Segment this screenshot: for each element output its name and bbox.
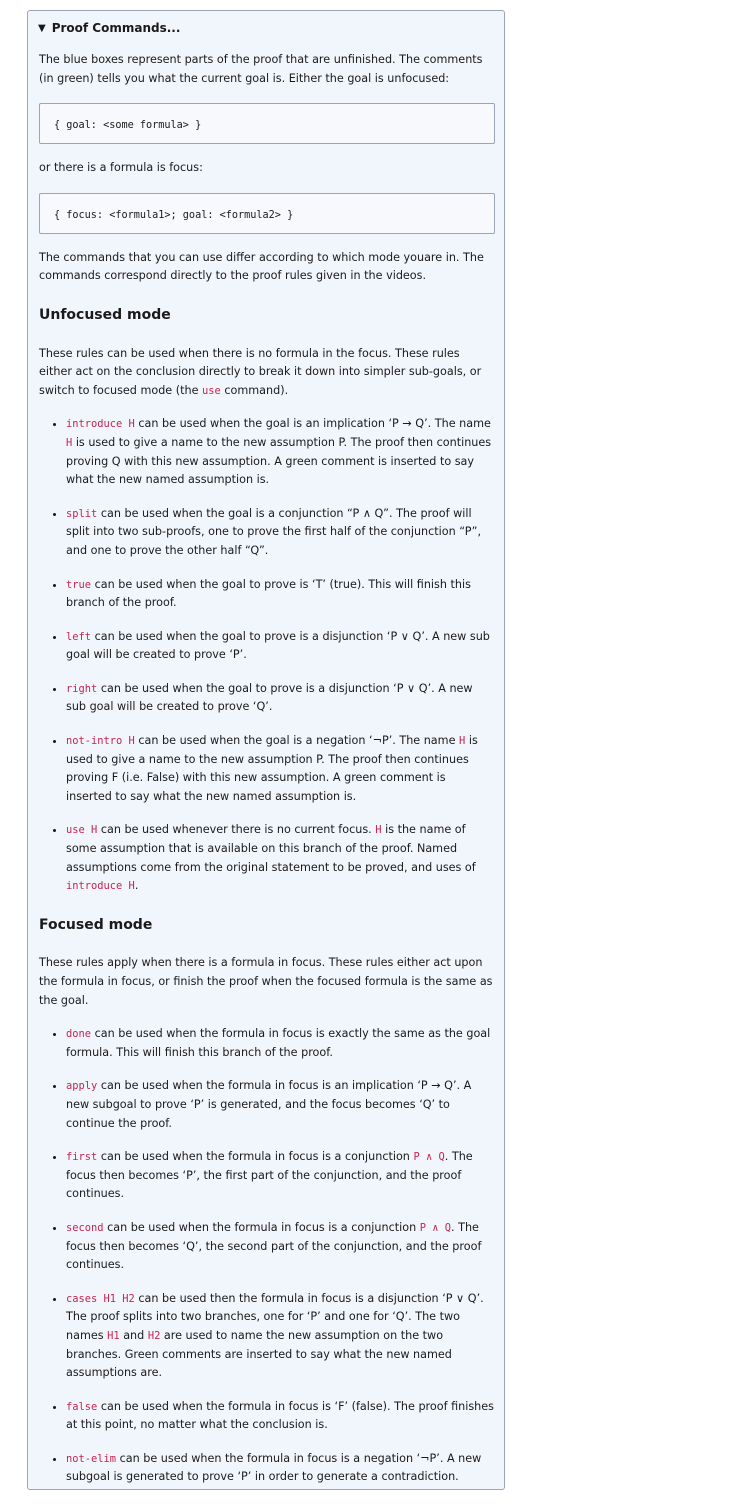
rule-not-intro <box>66 732 495 806</box>
intro-paragraph-2: or there is a formula is focus: <box>39 161 203 175</box>
rule-description-text: can be used when the goal is a conjunction “P ∧ Q”. The proof will split into two sub-proofs, one to prove the first half of the conjunction “P”, and one to prove the other half “Q”. <box>66 506 482 557</box>
inline-code: done <box>66 1028 92 1041</box>
rule-description-text: can be used then the formula in focus is a disjunction ‘P ∨ Q’. The proof splits into two branches, one for ‘P’ and one for ‘Q’. The two names <box>66 1291 484 1342</box>
inline-code: introduce H <box>66 418 135 431</box>
intro-paragraph-3: The commands that you can use differ according to which mode youare in. The commands correspond directly to the proof rules given in the videos. <box>39 250 484 283</box>
rule-description-text: can be used when the formula in focus is an implication ‘P → Q’. A new subgoal to prove ‘P’ is generated, and the focus becomes ‘Q’ to continue the proof. <box>66 1079 472 1130</box>
focused-rules-list <box>39 1025 495 1487</box>
rule-description-text: can be used when the goal to prove is ‘T’ (true). This will finish this branch of the proof. <box>66 577 471 610</box>
rule-split <box>66 505 495 561</box>
disclosure-triangle-icon[interactable]: ▼ <box>38 22 46 34</box>
inline-code: H2 <box>147 1329 161 1342</box>
inline-code: P ∧ Q <box>419 1221 452 1234</box>
rule-cases <box>66 1290 495 1383</box>
rule-description-text: can be used whenever there is no current focus. <box>97 823 376 837</box>
proof-commands-summary[interactable] <box>38 21 180 35</box>
rule-description-text: can be used when the formula in focus is exactly the same as the goal formula. This will finish this branch of the proof. <box>66 1027 491 1059</box>
rule-description-text: are used to name the new assumption on the two branches. Green comments are inserted to say what the new named assumptions are. <box>66 1328 452 1380</box>
rule-description-text: can be used when the goal to prove is a disjunction ‘P ∨ Q’. A new sub goal will be created to prove ‘Q’. <box>66 681 473 714</box>
paragraph-text: These rules can be used when there is no formula in the focus. These rules either act on the conclusion directly to break it down into simpler sub-goals, or switch to focused mode (the <box>39 346 482 397</box>
rule-description-text: is used to give a name to the new assumption P. The proof then continues proving F (i.e. False) with this new assumption. A green comment is inserted to say what the new named assumption is. <box>66 734 478 803</box>
inline-code: cases H1 H2 <box>66 1292 135 1305</box>
rule-description-text: can be used when the goal to prove is a disjunction ‘P ∨ Q’. A new sub goal will be created to prove ‘P’. <box>66 629 490 662</box>
unfocused-rules-list <box>39 415 495 895</box>
rule-description-text: is the name of some assumption that is available on this branch of the proof. Named assumptions come from the original statement to be proved, and uses of <box>66 823 476 874</box>
inline-code: introduce H <box>66 880 135 893</box>
rule-description-text: can be used when the formula in focus is a conjunction <box>97 1150 414 1164</box>
goal-code-block: { goal: <some formula> } <box>39 103 495 144</box>
rule-second <box>66 1219 495 1275</box>
inline-code: H1 <box>107 1329 120 1342</box>
summary-title[interactable]: Proof Commands... <box>51 21 181 35</box>
rule-use <box>66 821 495 895</box>
inline-code: use H <box>66 824 98 837</box>
paragraph-text: command). <box>220 383 289 397</box>
rule-right <box>66 680 495 717</box>
focus-code-block: { focus: <formula1>; goal: <formula2> } <box>39 193 495 234</box>
unfocused-mode-heading: Unfocused mode <box>39 306 171 323</box>
inline-code: first <box>66 1151 98 1164</box>
rule-apply <box>66 1077 495 1133</box>
rule-description-text: can be used when the formula in focus is a negation ‘¬P’. A new subgoal is generated to prove ‘P’ in order to generate a contradiction. <box>66 1451 482 1484</box>
inline-code: second <box>66 1221 104 1234</box>
rule-description-text: can be used when the goal is an implication ‘P → Q’. The name <box>134 417 491 431</box>
rule-description-text: . <box>134 879 139 893</box>
inline-code: use <box>202 384 221 397</box>
inline-code: P ∧ Q <box>413 1151 445 1164</box>
inline-code: H <box>375 824 382 837</box>
rule-description-text: . The focus then becomes ‘Q’, the second part of the conjunction, and the proof continues. <box>66 1220 482 1272</box>
inline-code: not-elim <box>66 1452 117 1465</box>
rule-description-text: can be used when the goal is a negation ‘¬P’. The name <box>134 734 460 748</box>
inline-code: true <box>66 578 92 591</box>
inline-code: H <box>66 436 73 449</box>
rule-done <box>66 1025 495 1062</box>
rule-description-text: can be used when the formula in focus is ‘F’ (false). The proof finishes at this point, no matter what the conclusion is. <box>66 1399 494 1432</box>
rule-left <box>66 628 495 665</box>
intro-paragraph-1: The blue boxes represent parts of the proof that are unfinished. The comments (in green) tells you what the current goal is. Either the goal is unfocused: <box>39 53 483 85</box>
inline-code: apply <box>66 1080 98 1093</box>
rule-true <box>66 576 495 613</box>
inline-code: right <box>66 682 98 695</box>
inline-code: split <box>66 507 98 520</box>
proof-commands-panel <box>27 10 505 1490</box>
rule-description-text: is used to give a name to the new assumption P. The proof then continues proving Q with this new assumption. A green comment is inserted to say what the new named assumption is. <box>66 435 492 487</box>
rule-not-elim <box>66 1450 495 1487</box>
rule-description-text: can be used when the formula in focus is a conjunction <box>103 1220 420 1234</box>
inline-code: false <box>66 1400 98 1413</box>
proof-commands-content <box>39 51 495 1502</box>
inline-code: left <box>66 630 92 643</box>
rule-first <box>66 1148 495 1204</box>
rule-description-text: . The focus then becomes ‘P’, the first part of the conjunction, and the proof continues. <box>66 1150 473 1201</box>
rule-introduce <box>66 415 495 489</box>
focused-intro: These rules apply when there is a formula in focus. These rules either act upon the formula in focus, or finish the proof when the focused formula is the same as the goal. <box>39 956 493 1007</box>
inline-code: not-intro H <box>66 735 135 748</box>
rule-description-text: and <box>119 1328 148 1342</box>
inline-code: H <box>459 735 466 748</box>
rule-false <box>66 1398 495 1435</box>
unfocused-intro <box>39 345 495 401</box>
focused-mode-heading: Focused mode <box>39 916 153 933</box>
